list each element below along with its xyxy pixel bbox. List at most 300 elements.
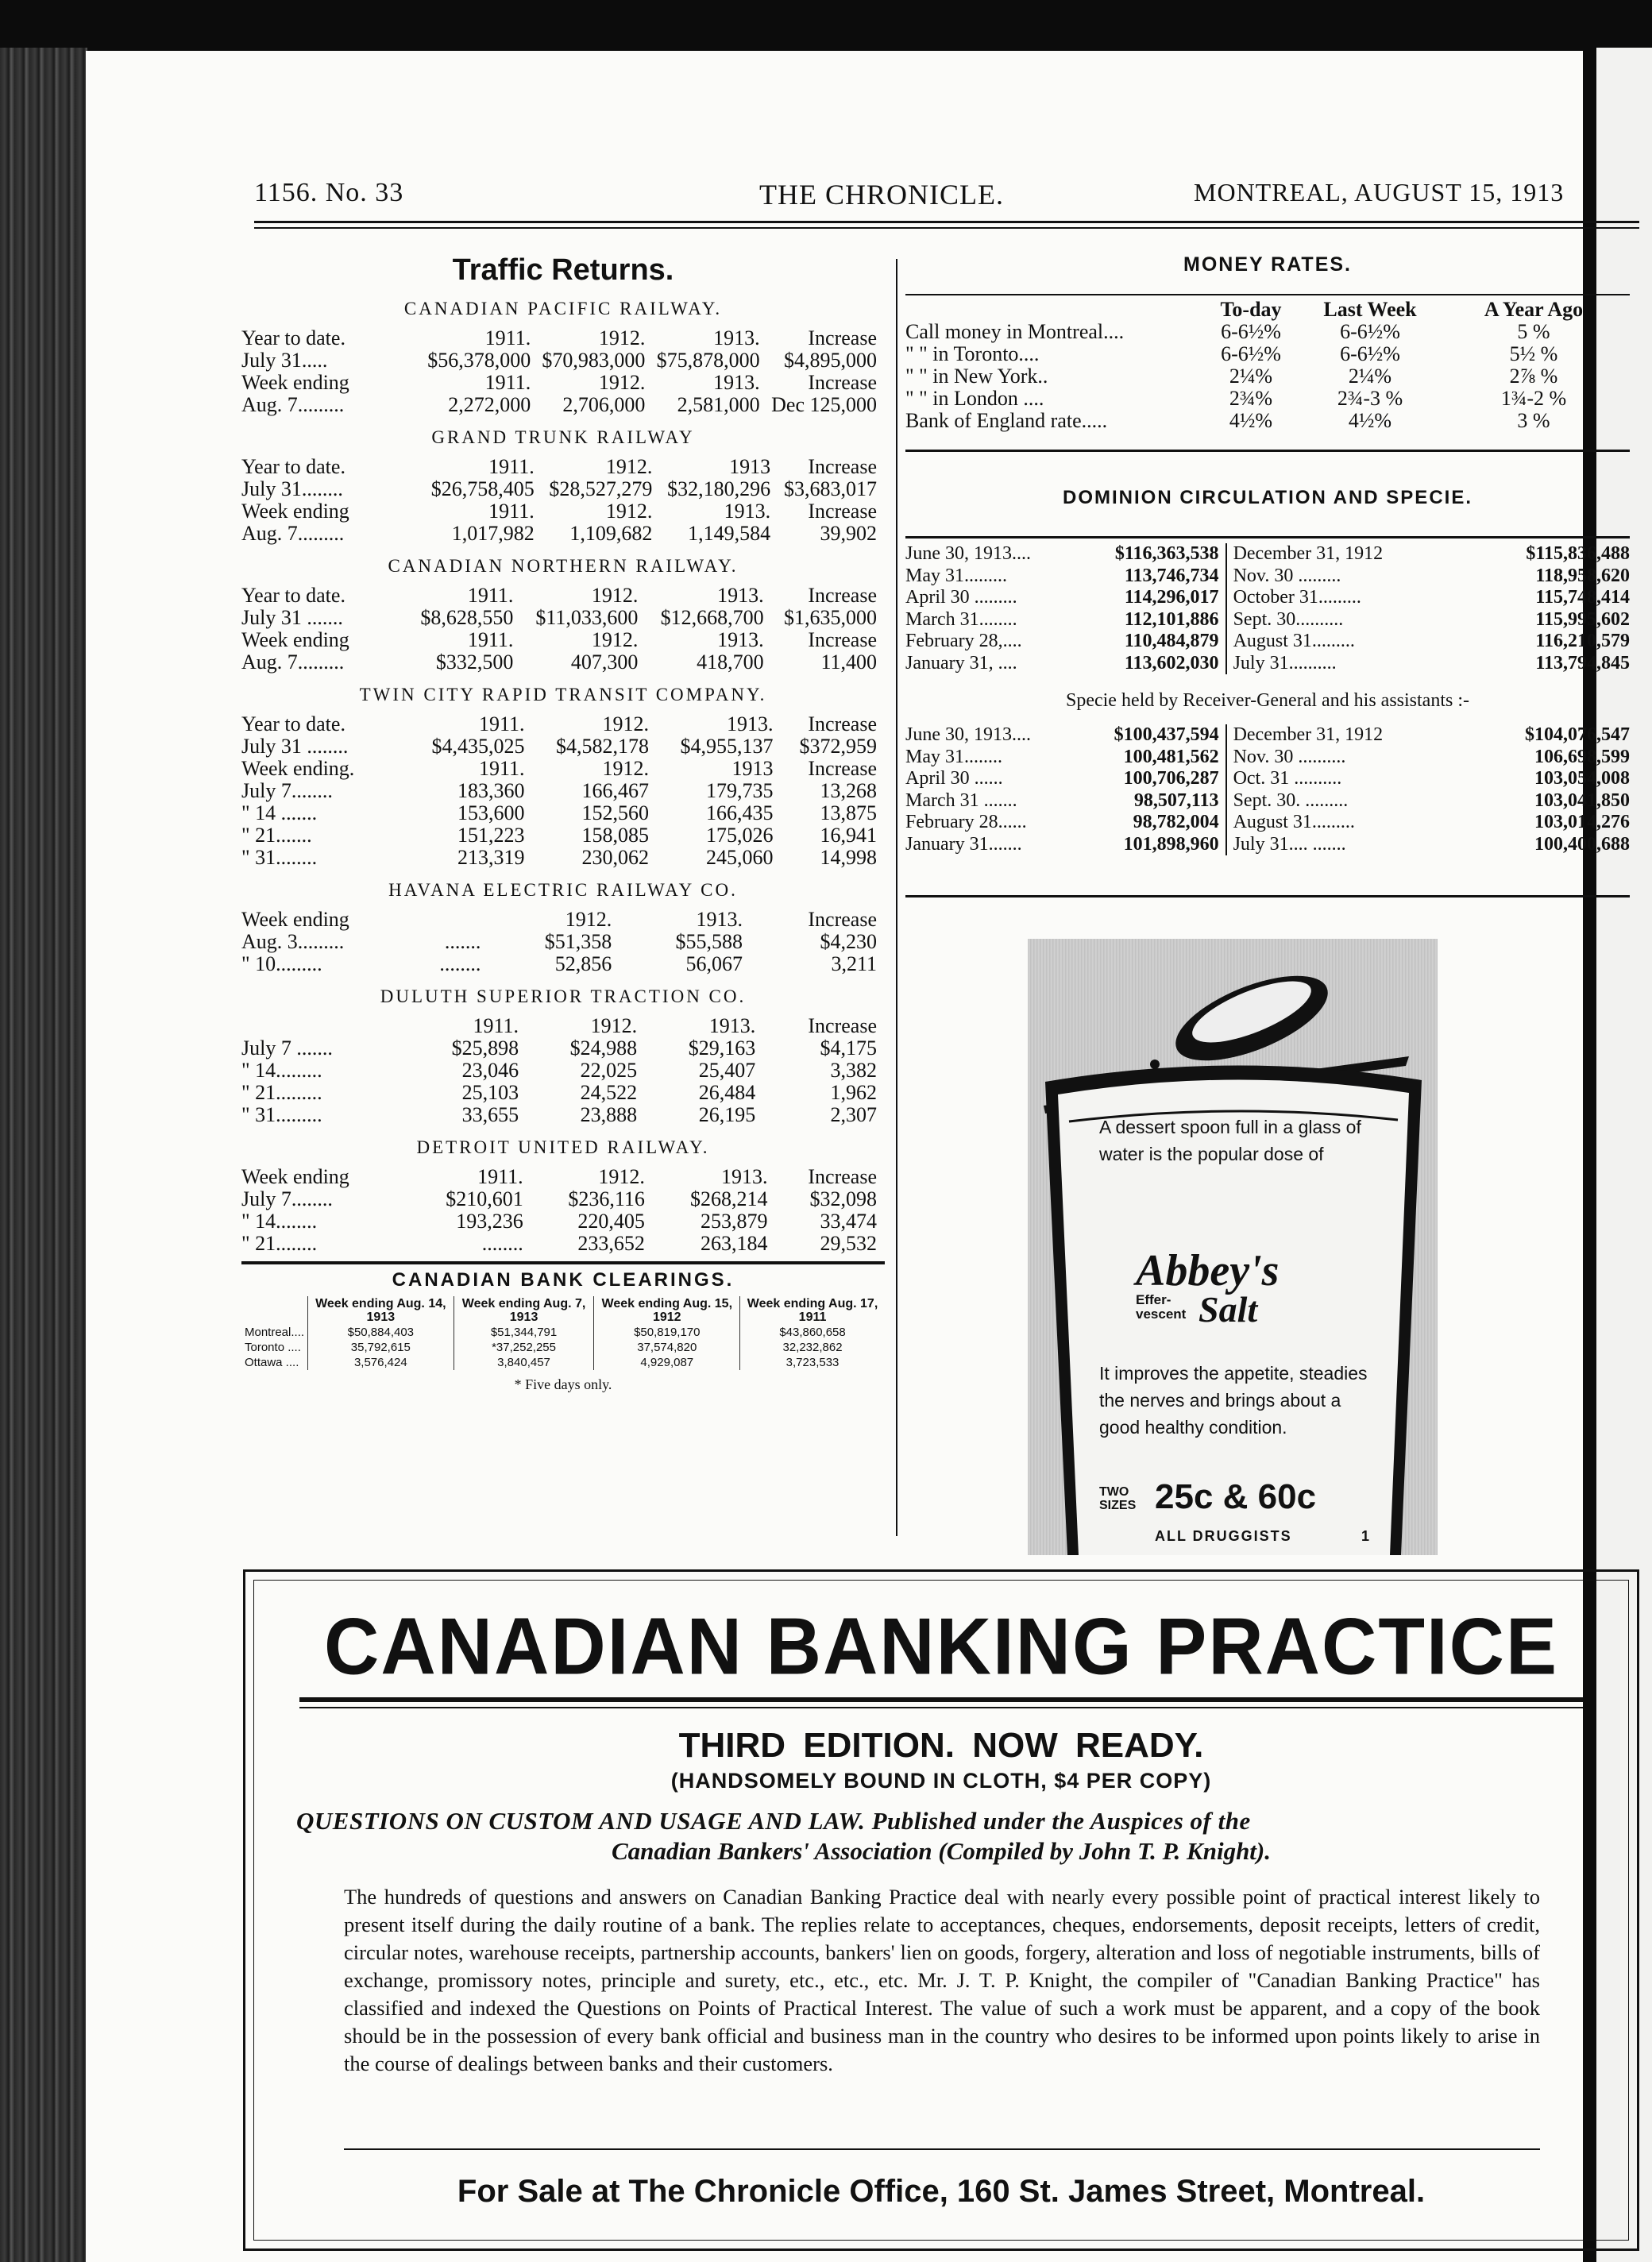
- dateline: MONTREAL, AUGUST 15, 1913: [1194, 178, 1565, 207]
- row-label: " 21.........: [241, 1081, 322, 1104]
- clearings-title: CANADIAN BANK CLEARINGS.: [392, 1269, 735, 1291]
- ad-intro-text: A dessert spoon full in a glass of water is the popular dose of: [1099, 1117, 1361, 1164]
- circulation-divider: [1225, 543, 1227, 674]
- cell-value: $1,635,000: [784, 606, 877, 629]
- circulation-row: [905, 587, 1219, 609]
- cell-value: 263,184: [701, 1232, 768, 1255]
- row-label: February 28......: [905, 812, 1027, 832]
- cell-value: $115,836,488: [1526, 543, 1630, 564]
- banking-ad-title: CANADIAN BANKING PRACTICE: [324, 1602, 1558, 1692]
- cell-value: 118,958,620: [1535, 565, 1630, 586]
- cell-value: 1911.: [484, 371, 531, 394]
- traffic-row: [241, 953, 877, 975]
- cell-value: 112,101,886: [1124, 608, 1219, 630]
- cell-value: ........: [481, 1232, 523, 1255]
- cell-value: 166,467: [581, 779, 650, 802]
- cell-value: 26,484: [698, 1081, 756, 1104]
- specie-bottom-rule: [905, 895, 1630, 897]
- cell-value: $12,668,700: [660, 606, 764, 629]
- cell-value: $56,378,000: [427, 349, 531, 372]
- cell-value: 183,360: [457, 779, 525, 802]
- circulation-row: [1233, 543, 1630, 566]
- row-label: Oct. 31 ..........: [1233, 768, 1342, 789]
- twin-city-title: TWIN CITY RAPID TRANSIT COMPANY.: [359, 685, 767, 704]
- row-label: July 31.....: [241, 349, 328, 372]
- row-label: Week ending: [241, 500, 349, 523]
- circulation-row: [1233, 653, 1630, 675]
- traffic-row: [241, 456, 877, 478]
- right-column: [905, 253, 1630, 897]
- circulation-row: [1233, 609, 1630, 631]
- traffic-row: [241, 607, 877, 629]
- clearings-row: [241, 1325, 885, 1340]
- cell-value: 1911.: [484, 326, 531, 349]
- traffic-row: [241, 651, 877, 674]
- cell-value: $8,628,550: [420, 606, 514, 629]
- row-label: April 30 .........: [905, 587, 1017, 608]
- circulation-row: [905, 609, 1219, 631]
- traffic-row: [241, 1015, 877, 1037]
- specie-block: [905, 724, 1630, 855]
- specie-divider: [1225, 724, 1227, 855]
- cell-value: 1911.: [473, 1014, 519, 1037]
- row-label: January 31, ....: [905, 652, 1017, 674]
- book-binding-edge: [0, 48, 87, 2262]
- row-label: [241, 1015, 400, 1037]
- row-label: January 31.......: [905, 833, 1022, 855]
- cell-value: 23,888: [580, 1103, 638, 1126]
- row-label: June 30, 1913....: [905, 724, 1031, 745]
- duluth-table: [241, 1015, 877, 1126]
- cell-value: 113,794,845: [1535, 652, 1630, 674]
- cell-value: 113,602,030: [1124, 652, 1219, 674]
- header-rule-thin: [254, 227, 1639, 229]
- row-label: [905, 299, 1199, 321]
- cell-value: Increase: [808, 371, 877, 394]
- cell-value: 1911.: [488, 500, 535, 523]
- specie-row: [905, 768, 1219, 790]
- cell-value: 230,062: [581, 846, 650, 869]
- cell-value: $210,601: [446, 1187, 523, 1210]
- cell-value: 14,998: [820, 846, 877, 869]
- cell-value: 4,929,087: [594, 1355, 740, 1370]
- cell-value: $55,588: [675, 930, 743, 953]
- abbeys-salt-ad: [1028, 939, 1438, 1555]
- cell-value: [400, 909, 481, 931]
- gtr-title: GRAND TRUNK RAILWAY: [431, 427, 695, 447]
- price-text: 25c & 60c: [1155, 1477, 1317, 1516]
- cell-value: 5½ %: [1509, 342, 1558, 365]
- cell-value: $11,033,600: [535, 606, 639, 629]
- row-label: Week ending: [241, 371, 349, 394]
- cell-value: Last Week: [1323, 298, 1417, 321]
- cell-value: 153,600: [457, 801, 525, 824]
- cell-value: 110,484,879: [1124, 631, 1219, 651]
- traffic-row: [241, 394, 877, 416]
- brand-sub-line1: Effer-: [1136, 1292, 1171, 1307]
- cell-value: 33,655: [461, 1103, 519, 1126]
- cell-value: $104,076,547: [1525, 724, 1630, 745]
- cell-value: 3,382: [830, 1059, 877, 1082]
- cell-value: 3,723,533: [740, 1355, 885, 1370]
- traffic-row: [241, 780, 877, 802]
- cell-value: $24,988: [569, 1036, 638, 1060]
- cell-value: 4½%: [1348, 409, 1392, 432]
- row-label: July 31........: [241, 477, 343, 500]
- cell-value: 2,581,000: [677, 393, 760, 416]
- sizes-label: TWO SIZES: [1099, 1485, 1137, 1512]
- specie-row: [1233, 834, 1630, 856]
- cell-value: 2,706,000: [562, 393, 646, 416]
- cell-value: .......: [444, 930, 481, 953]
- traffic-row: [241, 713, 877, 735]
- specie-row: [905, 834, 1219, 856]
- cell-value: Increase: [808, 455, 877, 478]
- circulation-right-table: [1233, 543, 1630, 674]
- traffic-row: [241, 372, 877, 394]
- cell-value: 3,211: [831, 952, 877, 975]
- cell-value: 1912.: [565, 908, 612, 931]
- row-label: Toronto ....: [245, 1341, 301, 1354]
- cell-value: $51,358: [544, 930, 612, 953]
- page-number: 1156. No. 33: [254, 178, 404, 207]
- traffic-row: [241, 500, 877, 523]
- dominion-rule: [905, 536, 1630, 538]
- cell-value: *37,252,255: [454, 1340, 594, 1355]
- cell-value: 1912.: [598, 1165, 645, 1188]
- row-label: Sept. 30..........: [1233, 608, 1344, 630]
- row-label: February 28,....: [905, 631, 1022, 651]
- row-label: July 31 .......: [241, 606, 343, 629]
- cell-value: $70,983,000: [542, 349, 646, 372]
- cell-value: 151,223: [457, 824, 525, 847]
- row-label: Montreal....: [245, 1326, 305, 1339]
- cell-value: 56,067: [685, 952, 743, 975]
- traffic-row: [241, 1037, 877, 1060]
- column-divider: [896, 259, 897, 1536]
- cell-value: $43,860,658: [740, 1325, 885, 1340]
- row-label: Aug. 7.........: [241, 522, 345, 545]
- row-label: May 31.........: [905, 565, 1007, 586]
- clearings-row: [241, 1355, 885, 1370]
- cell-value: $75,878,000: [656, 349, 760, 372]
- row-label: Nov. 30 ..........: [1233, 746, 1346, 767]
- specie-row: [1233, 812, 1630, 834]
- row-label: December 31, 1912: [1233, 724, 1384, 745]
- row-label: August 31.........: [1233, 812, 1355, 832]
- specie-row: [1233, 724, 1630, 747]
- row-label: " " in New York..: [905, 365, 1048, 388]
- ad-title-rule-thin: [299, 1707, 1583, 1708]
- page-sheet: [86, 51, 1630, 2262]
- ad-subtitle-line1: QUESTIONS ON CUSTOM AND USAGE AND LAW. Published under the Auspices of the: [296, 1807, 1251, 1835]
- cell-value: $51,344,791: [454, 1325, 594, 1340]
- cell-value: Increase: [808, 584, 877, 607]
- cell-value: $25,898: [451, 1036, 519, 1060]
- cell-value: 1912.: [591, 628, 639, 651]
- cell-value: 1912.: [590, 1014, 638, 1037]
- cell-value: 52,856: [554, 952, 612, 975]
- cpr-table: [241, 327, 877, 416]
- clearings-row: [241, 1340, 885, 1355]
- cell-value: 2¼%: [1348, 365, 1392, 388]
- specie-row: [1233, 790, 1630, 813]
- havana-table: [241, 909, 877, 975]
- row-label: October 31.........: [1233, 587, 1361, 608]
- clearings-header-cell: [241, 1296, 308, 1325]
- cell-value: 23,046: [461, 1059, 519, 1082]
- cell-value: Dec 125,000: [771, 393, 877, 416]
- cell-value: To-day: [1220, 298, 1282, 321]
- cell-value: $32,098: [809, 1187, 877, 1210]
- circulation-row: [905, 543, 1219, 566]
- cell-value: 1913.: [696, 908, 743, 931]
- money-row: [905, 321, 1630, 343]
- duluth-title: DULUTH SUPERIOR TRACTION CO.: [380, 986, 747, 1006]
- traffic-row: [241, 1166, 877, 1188]
- row-label: Bank of England rate.....: [905, 409, 1108, 432]
- cell-value: $26,758,405: [430, 477, 535, 500]
- cell-value: 1913.: [721, 1165, 768, 1188]
- cell-value: 25,103: [461, 1081, 519, 1104]
- cell-value: $116,363,538: [1114, 543, 1219, 564]
- cell-value: 166,435: [706, 801, 774, 824]
- traffic-returns-title: Traffic Returns.: [452, 253, 674, 287]
- havana-title: HAVANA ELECTRIC RAILWAY CO.: [388, 880, 738, 900]
- twin-city-table: [241, 713, 877, 869]
- cell-value: 1913: [731, 757, 774, 780]
- cell-value: 3,576,424: [308, 1355, 454, 1370]
- row-label: Aug. 3.........: [241, 930, 345, 953]
- cell-value: 233,652: [577, 1232, 645, 1255]
- cell-value: 1,149,584: [688, 522, 771, 545]
- row-label: Call money in Montreal....: [905, 320, 1125, 343]
- row-label: July 31.... .......: [1233, 833, 1346, 855]
- row-label: Year to date.: [241, 584, 345, 607]
- clearings-header-cell: Week ending Aug. 15, 1912: [594, 1296, 740, 1325]
- cell-value: Increase: [808, 326, 877, 349]
- cnr-table: [241, 585, 877, 674]
- traffic-row: [241, 735, 877, 758]
- cell-value: 6-6½%: [1340, 320, 1400, 343]
- row-label: Week ending: [241, 628, 349, 651]
- cell-value: 1¾-2 %: [1500, 387, 1567, 410]
- cell-value: 100,706,287: [1123, 768, 1219, 789]
- cell-value: 1,109,682: [569, 522, 653, 545]
- gtr-table: [241, 456, 877, 545]
- cell-value: 1913.: [717, 584, 764, 607]
- ad-number: 1: [1361, 1528, 1370, 1544]
- cell-value: 1,962: [830, 1081, 877, 1104]
- cell-value: 175,026: [706, 824, 774, 847]
- row-label: Aug. 7.........: [241, 650, 345, 674]
- circulation-row: [1233, 566, 1630, 588]
- cell-value: 13,268: [820, 779, 877, 802]
- cnr-title: CANADIAN NORTHERN RAILWAY.: [388, 556, 739, 576]
- circulation-row: [1233, 587, 1630, 609]
- cell-value: 158,085: [581, 824, 650, 847]
- row-label: May 31........: [905, 746, 1002, 767]
- row-label: July 7........: [241, 1187, 333, 1210]
- cell-value: 35,792,615: [308, 1340, 454, 1355]
- cell-value: $29,163: [688, 1036, 756, 1060]
- money-row: [905, 410, 1630, 432]
- header-rule: [254, 221, 1639, 223]
- cell-value: 114,296,017: [1124, 587, 1219, 608]
- money-row: [905, 388, 1630, 410]
- binding-text: (HANDSOMELY BOUND IN CLOTH, $4 PER COPY): [670, 1769, 1212, 1793]
- cell-value: $4,895,000: [784, 349, 877, 372]
- clearings-header-cell: Week ending Aug. 17, 1911: [740, 1296, 885, 1325]
- money-header-row: [905, 299, 1630, 321]
- cell-value: 1912.: [605, 455, 653, 478]
- cell-value: 2,307: [830, 1103, 877, 1126]
- cell-value: 100,481,562: [1123, 746, 1219, 767]
- row-label: Nov. 30 .........: [1233, 565, 1341, 586]
- cell-value: $4,175: [820, 1036, 877, 1060]
- cell-value: 1912.: [598, 326, 646, 349]
- row-label: " 14.........: [241, 1059, 322, 1082]
- cell-value: Increase: [808, 908, 877, 931]
- row-label: " 14........: [241, 1210, 318, 1233]
- cell-value: $236,116: [568, 1187, 645, 1210]
- money-row: [905, 365, 1630, 388]
- traffic-row: [241, 1188, 877, 1210]
- row-label: Week ending: [241, 908, 349, 931]
- cell-value: 2⅞ %: [1509, 365, 1558, 388]
- cell-value: 98,782,004: [1133, 812, 1219, 832]
- cell-value: 1913.: [717, 628, 764, 651]
- row-label: July 7........: [241, 779, 333, 802]
- clearings-header-cell: Week ending Aug. 14, 1913: [308, 1296, 454, 1325]
- specie-row: [905, 812, 1219, 834]
- brand-sub-line2: vescent: [1136, 1307, 1187, 1322]
- cell-value: 116,210,579: [1535, 631, 1630, 651]
- cell-value: 1913: [729, 455, 771, 478]
- cell-value: Increase: [808, 712, 877, 735]
- row-label: Aug. 7.........: [241, 393, 345, 416]
- cell-value: 1911.: [478, 757, 525, 780]
- cell-value: $50,884,403: [308, 1325, 454, 1340]
- cell-value: 115,748,414: [1535, 587, 1630, 608]
- cell-value: 213,319: [457, 846, 525, 869]
- cell-value: 2¾%: [1229, 387, 1273, 410]
- cell-value: 179,735: [706, 779, 774, 802]
- cell-value: 1911.: [467, 628, 514, 651]
- cell-value: 26,195: [698, 1103, 756, 1126]
- cell-value: 1911.: [477, 1165, 523, 1188]
- cell-value: Increase: [808, 500, 877, 523]
- row-label: Sept. 30. .........: [1233, 789, 1349, 811]
- cell-value: 245,060: [706, 846, 774, 869]
- cell-value: 1913.: [724, 500, 771, 523]
- row-label: " 14 .......: [241, 801, 318, 824]
- cell-value: 407,300: [570, 650, 639, 674]
- traffic-row: [241, 1233, 877, 1255]
- traffic-row: [241, 523, 877, 545]
- cell-value: Increase: [808, 1014, 877, 1037]
- cell-value: 103,054,008: [1534, 768, 1630, 789]
- cell-value: 5 %: [1517, 320, 1550, 343]
- cell-value: 1913.: [727, 712, 774, 735]
- clearings-header-row: [241, 1296, 885, 1325]
- cell-value: 193,236: [456, 1210, 523, 1233]
- row-label: " 21.......: [241, 824, 312, 847]
- row-label: " 10.........: [241, 952, 322, 975]
- traffic-row: [241, 847, 877, 869]
- cell-value: 100,400,688: [1534, 833, 1630, 855]
- row-label: July 31..........: [1233, 652, 1337, 674]
- cell-value: 101,898,960: [1123, 833, 1219, 855]
- journal-title: THE CHRONICLE.: [759, 179, 1004, 210]
- circulation-row: [905, 653, 1219, 675]
- cell-value: 220,405: [577, 1210, 645, 1233]
- cell-value: 6-6½%: [1340, 342, 1400, 365]
- ad-body-text: The hundreds of questions and answers on Canadian Banking Practice deal with nearly every possible point of practical interest likely to present itself during the daily routine of a bank. The replies relate to acceptances, cheques, endorsements, deposit receipts, letters of credit, circular notes, warehouse receipts, partnership accounts, bankers' lien on goods, forgery, alteration and loss of negotiable instruments, bills of exchange, promissory notes, principle and surety, etc., etc., etc. Mr. J. T. P. Knight, the compiler of "Canadian Banking Practice" has classified and indexed the Questions on Points of Practical Interest. The value of such a work must be apparent, and a copy of the book should be in the possession of every bank official and business man in the country who desires to be informed upon points likely to arise in the course of dealings between banks and their customers.: [344, 1885, 1540, 2075]
- sale-text: For Sale at The Chronicle Office, 160 St. James Street, Montreal.: [457, 2174, 1426, 2209]
- cell-value: 253,879: [701, 1210, 768, 1233]
- clearings-rule: [241, 1261, 885, 1264]
- cell-value: 1911.: [488, 455, 535, 478]
- money-row: [905, 343, 1630, 365]
- cell-value: 25,407: [698, 1059, 756, 1082]
- row-label: Week ending: [241, 1165, 349, 1188]
- row-label: Year to date.: [241, 326, 345, 349]
- cpr-title: CANADIAN PACIFIC RAILWAY.: [403, 299, 723, 318]
- circulation-row: [905, 631, 1219, 653]
- cell-value: 1,017,982: [451, 522, 535, 545]
- traffic-row: [241, 1060, 877, 1082]
- specie-row: [1233, 768, 1630, 790]
- row-label: Ottawa ....: [245, 1356, 299, 1369]
- row-label: " 31........: [241, 846, 318, 869]
- circulation-left-table: [905, 543, 1219, 674]
- cell-value: $4,582,178: [556, 735, 650, 758]
- cell-value: 103,041,850: [1534, 789, 1630, 811]
- cell-value: 4½%: [1229, 409, 1273, 432]
- cell-value: 16,941: [820, 824, 877, 847]
- row-label: August 31.........: [1233, 631, 1355, 651]
- cell-value: 103,014,276: [1534, 812, 1630, 832]
- row-label: July 7 .......: [241, 1036, 333, 1060]
- cell-value: $4,435,025: [431, 735, 525, 758]
- row-label: " " in London ....: [905, 387, 1044, 410]
- banking-practice-ad: [243, 1569, 1639, 2251]
- ad-subtitle-line2: Canadian Bankers' Association (Compiled by John T. P. Knight).: [611, 1837, 1271, 1865]
- druggists-text: ALL DRUGGISTS: [1155, 1528, 1292, 1544]
- circulation-block: [905, 543, 1630, 674]
- row-label: March 31 .......: [905, 789, 1017, 811]
- cell-value: 2¼%: [1229, 365, 1273, 388]
- cell-value: 115,995,602: [1535, 608, 1630, 630]
- cell-value: 1913.: [708, 1014, 756, 1037]
- cell-value: 11,400: [820, 650, 877, 674]
- cell-value: 6-6½%: [1221, 320, 1281, 343]
- row-label: " 31.........: [241, 1103, 322, 1126]
- cell-value: 29,532: [820, 1232, 877, 1255]
- row-label: Year to date.: [241, 712, 345, 735]
- row-label: Week ending.: [241, 757, 355, 780]
- money-bottom-rule: [905, 450, 1630, 452]
- ad-benefit-text: It improves the appetite, steadies the nerves and brings about a good healthy condition.: [1099, 1363, 1368, 1438]
- cell-value: 3,840,457: [454, 1355, 594, 1370]
- money-rule: [905, 294, 1630, 295]
- cell-value: $3,683,017: [784, 477, 877, 500]
- specie-left-table: [905, 724, 1219, 855]
- specie-row: [905, 790, 1219, 813]
- cell-value: $4,955,137: [680, 735, 774, 758]
- cell-value: $268,214: [690, 1187, 768, 1210]
